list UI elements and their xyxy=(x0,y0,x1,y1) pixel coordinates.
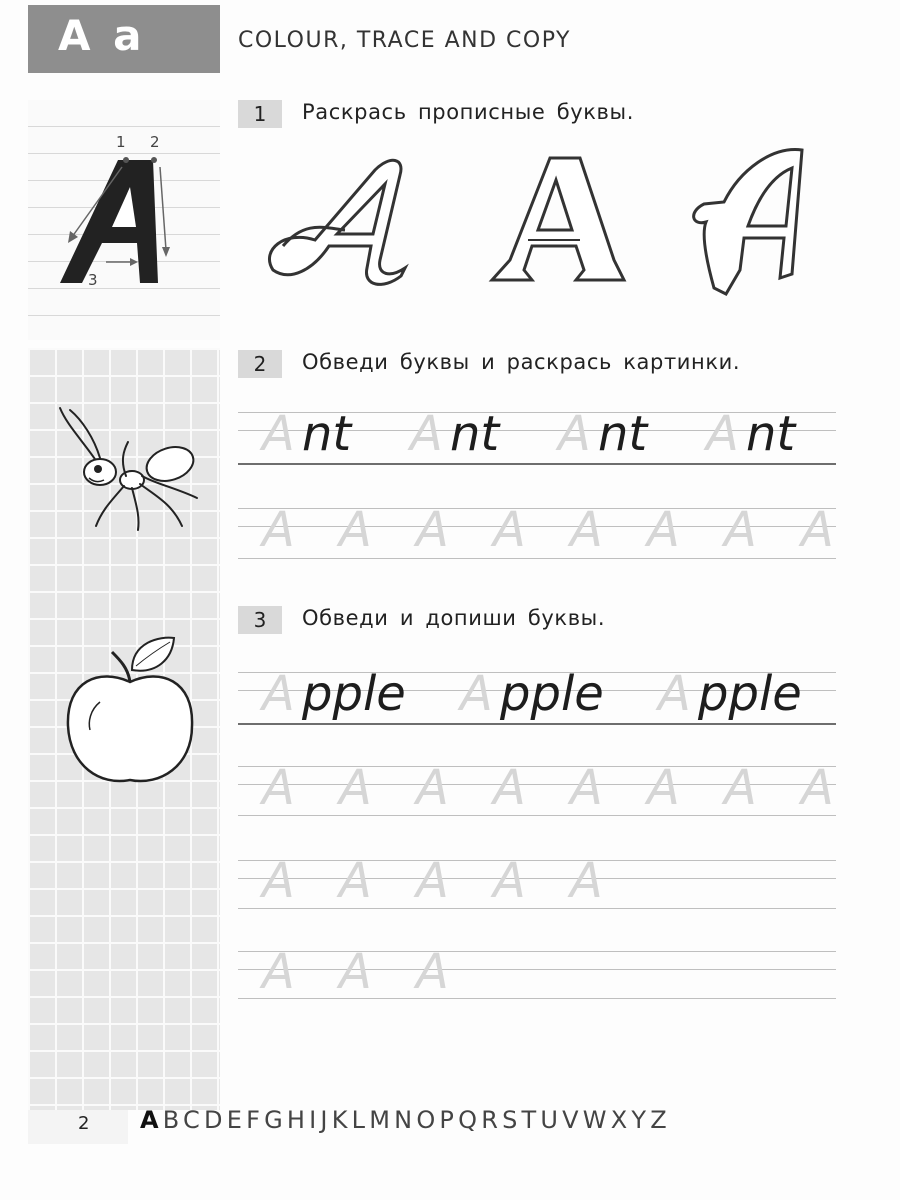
alphabet-letter: N xyxy=(394,1106,417,1134)
writing-baseline xyxy=(238,558,836,559)
alphabet-letter: M xyxy=(369,1106,395,1134)
trace-letter: A xyxy=(658,666,691,722)
trace-letter: A xyxy=(724,760,757,816)
page-number: 2 xyxy=(78,1113,90,1134)
trace-letter: A xyxy=(262,666,295,722)
ant-illustration xyxy=(52,400,207,540)
writing-line xyxy=(238,969,836,970)
trace-letter: A xyxy=(493,760,526,816)
alphabet-letter: Q xyxy=(458,1106,482,1134)
task-2-number: 2 xyxy=(238,350,282,378)
alphabet-letter: L xyxy=(351,1106,370,1134)
alphabet-letter: A xyxy=(140,1106,163,1134)
outline-letter-calligraphy-a xyxy=(684,142,814,302)
trace-letter: A xyxy=(416,760,449,816)
page-title: COLOUR, TRACE AND COPY xyxy=(238,28,571,53)
writing-baseline xyxy=(238,723,836,725)
writing-baseline xyxy=(238,908,836,909)
guide-number-3: 3 xyxy=(88,271,98,289)
trace-letter: A xyxy=(410,406,443,462)
word-ending: pple xyxy=(302,666,406,722)
alphabet-letter: R xyxy=(481,1106,503,1134)
writing-line xyxy=(238,878,836,879)
writing-line xyxy=(238,951,836,952)
alphabet-letter: F xyxy=(246,1106,265,1134)
trace-letter: A xyxy=(262,944,295,1000)
trace-letter: A xyxy=(647,502,680,558)
trace-letter: A xyxy=(339,502,372,558)
outline-letter-script-a xyxy=(255,150,445,295)
task-2-instruction: Обведи буквы и раскрась картинки. xyxy=(302,350,741,374)
word-ending: pple xyxy=(500,666,604,722)
writing-baseline xyxy=(238,463,836,465)
task-3-instruction: Обведи и допиши буквы. xyxy=(302,606,606,630)
trace-letter: A xyxy=(647,760,680,816)
trace-letter: A xyxy=(493,853,526,909)
trace-letter: A xyxy=(570,853,603,909)
alphabet-letter: Z xyxy=(650,1106,671,1134)
alphabet-letter: B xyxy=(162,1106,184,1134)
trace-letter: A xyxy=(558,406,591,462)
trace-letter: A xyxy=(801,760,834,816)
trace-letter: A xyxy=(262,853,295,909)
alphabet-letter: K xyxy=(331,1106,352,1134)
trace-letter: A xyxy=(416,853,449,909)
alphabet-letter: V xyxy=(562,1106,583,1134)
trace-letter: A xyxy=(570,760,603,816)
word-ending: pple xyxy=(698,666,802,722)
trace-letter: A xyxy=(262,760,295,816)
guide-number-2: 2 xyxy=(150,133,160,151)
writing-baseline xyxy=(238,998,836,999)
alphabet-letter: W xyxy=(582,1106,611,1134)
alphabet-letter: I xyxy=(309,1106,321,1134)
alphabet-letter: P xyxy=(439,1106,459,1134)
word-ending: nt xyxy=(302,406,352,462)
trace-letter: A xyxy=(724,502,757,558)
trace-letter: A xyxy=(460,666,493,722)
guide-number-1: 1 xyxy=(116,133,126,151)
trace-letter: A xyxy=(262,502,295,558)
alphabet-letter: C xyxy=(183,1106,204,1134)
header-letter-box xyxy=(28,5,220,73)
word-ending: nt xyxy=(746,406,796,462)
trace-letter: A xyxy=(416,502,449,558)
alphabet-letter: H xyxy=(286,1106,310,1134)
alphabet-strip xyxy=(140,1106,671,1134)
stroke-order-guide xyxy=(50,125,200,295)
writing-line xyxy=(238,860,836,861)
alphabet-letter: X xyxy=(610,1106,632,1134)
alphabet-letter: T xyxy=(521,1106,541,1134)
trace-letter: A xyxy=(801,502,834,558)
trace-letter: A xyxy=(493,502,526,558)
alphabet-letter: Y xyxy=(631,1106,651,1134)
trace-letter: A xyxy=(262,406,295,462)
outline-letter-serif-a xyxy=(488,150,628,290)
word-ending: nt xyxy=(450,406,500,462)
alphabet-letter: E xyxy=(226,1106,247,1134)
trace-letter: A xyxy=(339,944,372,1000)
alphabet-letter: U xyxy=(540,1106,563,1134)
word-ending: nt xyxy=(598,406,648,462)
task-1-instruction: Раскрась прописные буквы. xyxy=(302,100,634,124)
apple-illustration xyxy=(60,630,205,790)
trace-letter: A xyxy=(570,502,603,558)
trace-letter: A xyxy=(706,406,739,462)
trace-letter: A xyxy=(339,853,372,909)
trace-letter: A xyxy=(339,760,372,816)
alphabet-letter: J xyxy=(320,1106,332,1134)
trace-letter: A xyxy=(416,944,449,1000)
task-1-number: 1 xyxy=(238,100,282,128)
header-letters: A a xyxy=(58,11,146,60)
alphabet-letter: O xyxy=(416,1106,440,1134)
task-3-number: 3 xyxy=(238,606,282,634)
alphabet-letter: G xyxy=(264,1106,287,1134)
alphabet-letter: D xyxy=(204,1106,227,1134)
alphabet-letter: S xyxy=(502,1106,522,1134)
